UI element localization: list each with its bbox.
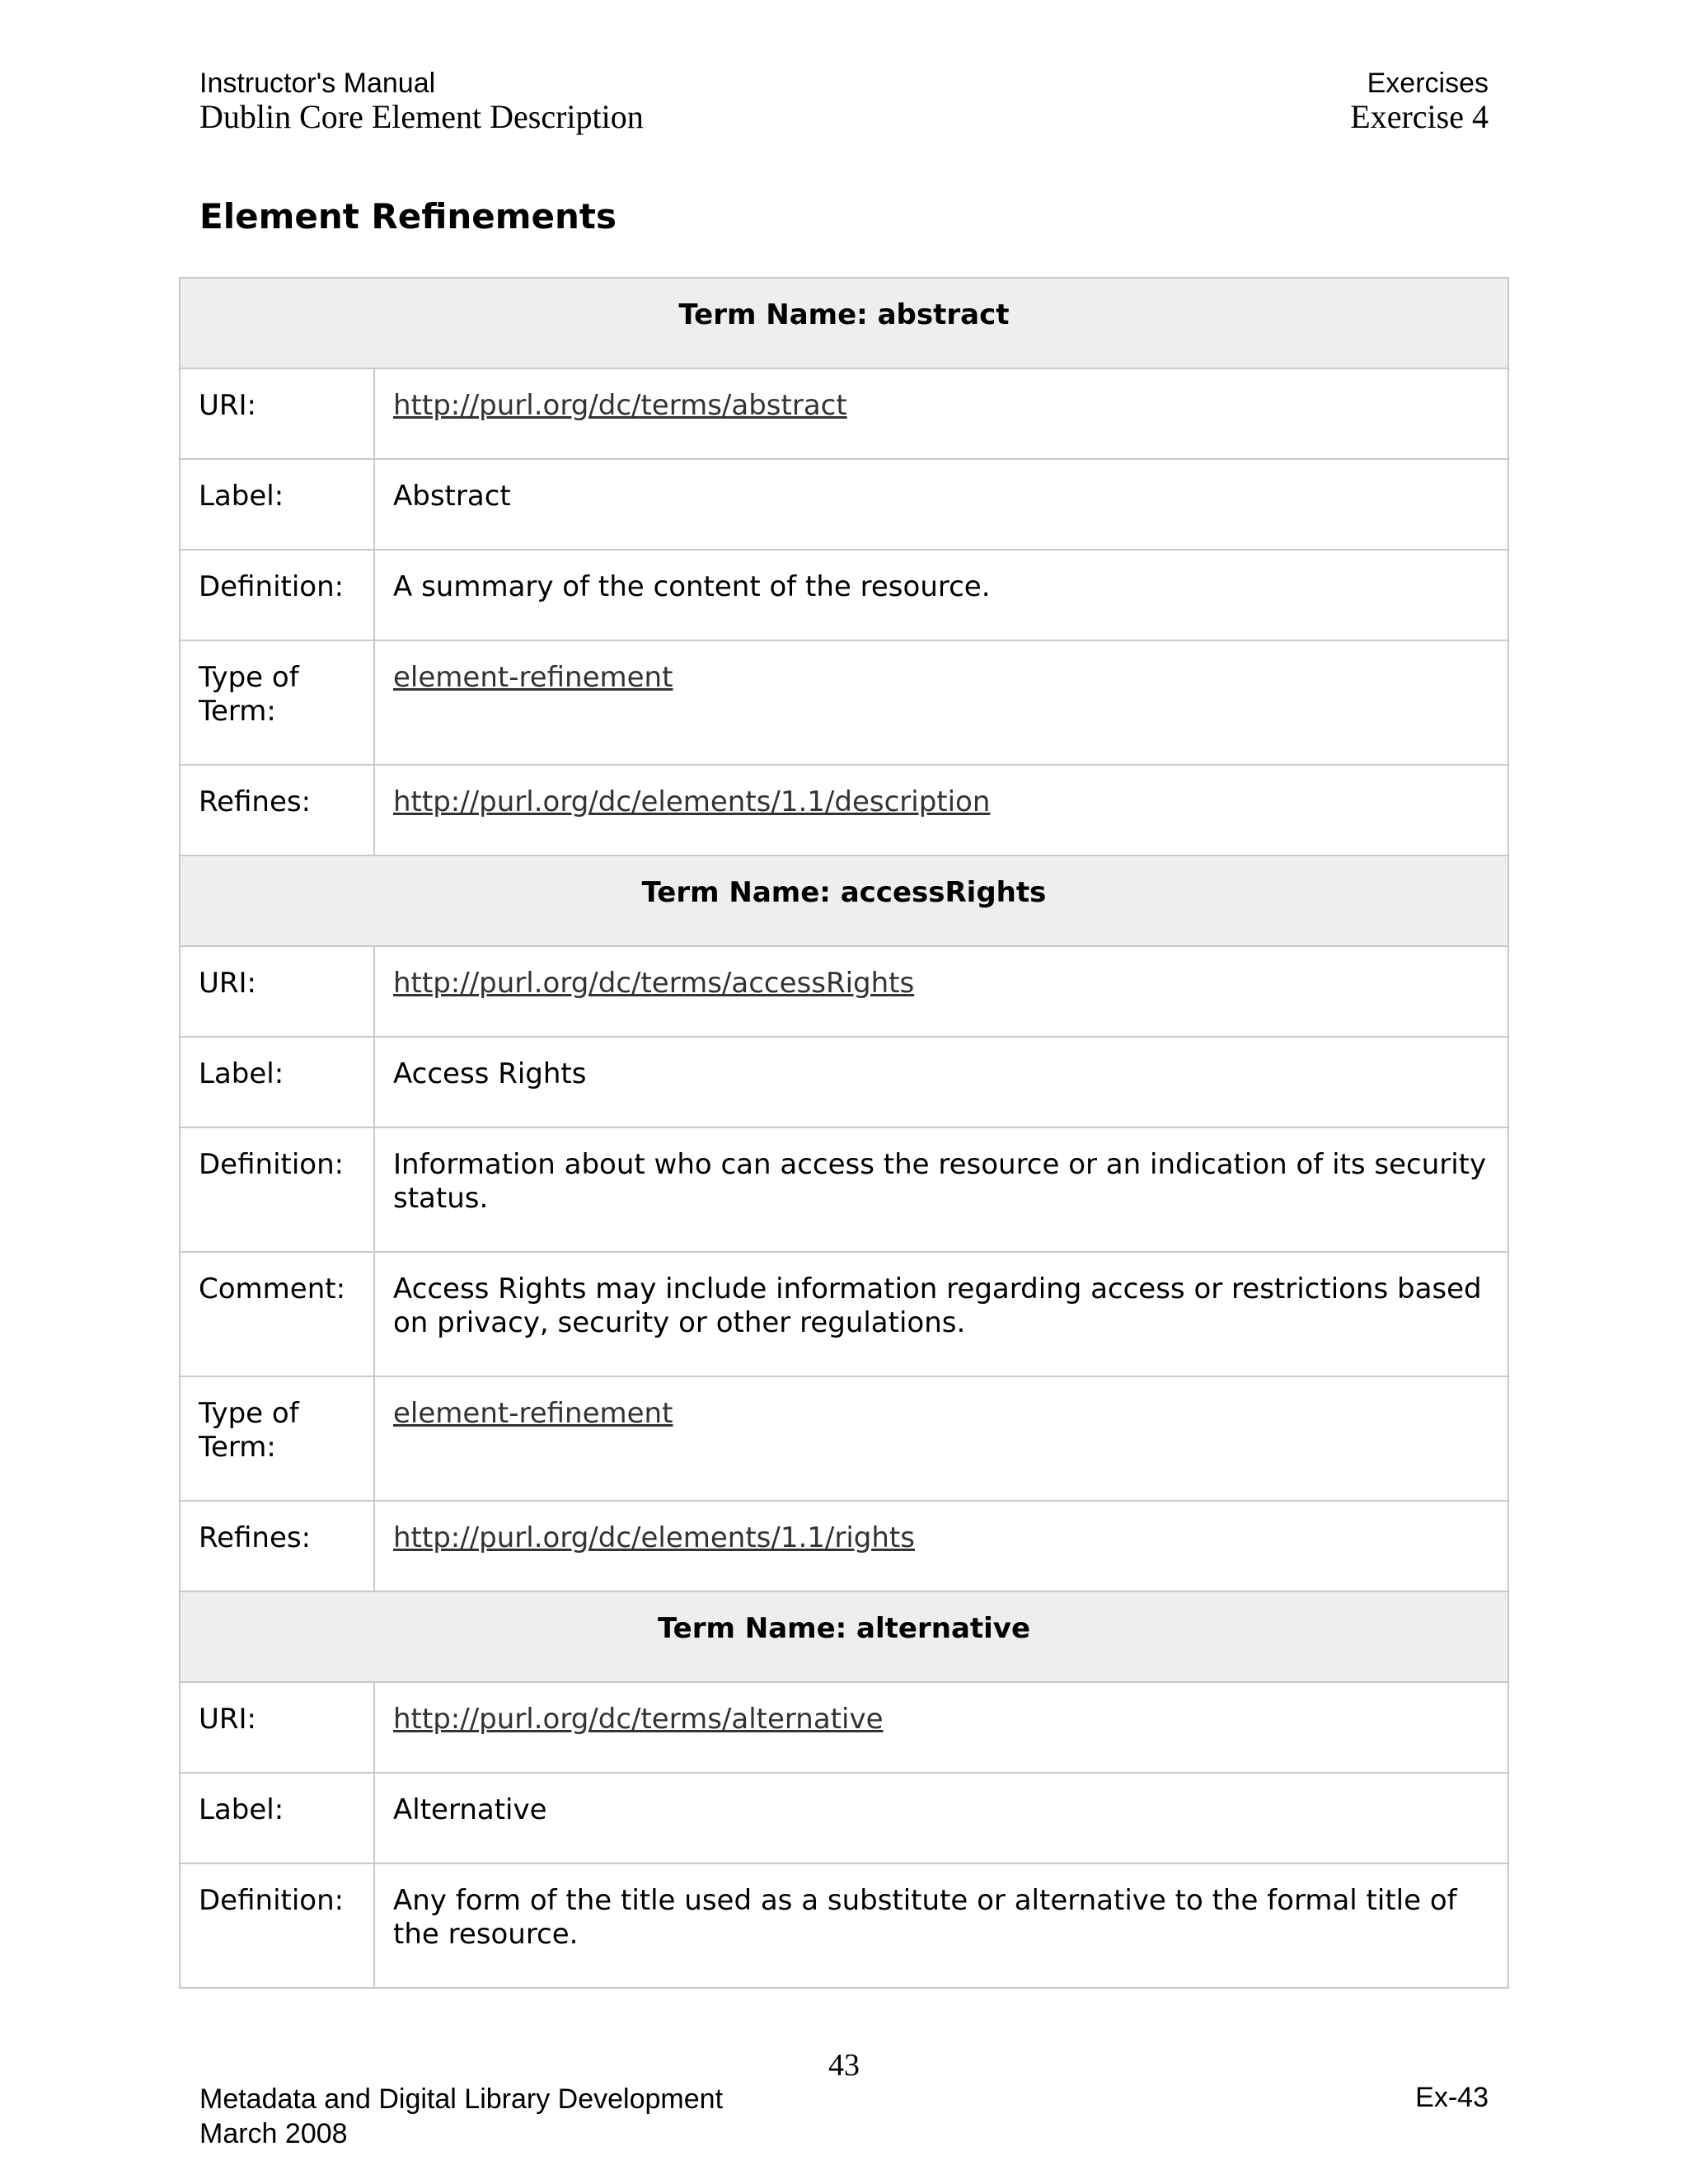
type-of-term-link[interactable]: element-refinement (393, 661, 673, 694)
term-row-uri (180, 946, 1508, 1037)
section-title: Element Refinements (199, 196, 617, 237)
field-value (374, 1501, 1508, 1591)
field-label: URI: (180, 946, 374, 1037)
field-value: A summary of the content of the resource. (374, 550, 1508, 640)
field-value: Abstract (374, 459, 1508, 550)
term-row-label (180, 1773, 1508, 1863)
page-number: 43 (828, 2048, 860, 2083)
footer-course-info (199, 2082, 723, 2151)
uri-link[interactable]: http://purl.org/dc/terms/alternative (393, 1703, 884, 1736)
term-row-definition (180, 1863, 1508, 1988)
type-of-term-link[interactable]: element-refinement (393, 1397, 673, 1430)
footer-date: March 2008 (199, 2118, 348, 2149)
term-row-refines (180, 765, 1508, 855)
field-value: Any form of the title used as a substitute or alternative to the formal title of the resource. (374, 1863, 1508, 1988)
field-value: Alternative (374, 1773, 1508, 1863)
term-row-refines (180, 1501, 1508, 1591)
term-row-uri (180, 1682, 1508, 1773)
term-name-heading: Term Name: abstract (180, 278, 1508, 368)
term-header-row (180, 1591, 1508, 1682)
field-value (374, 368, 1508, 459)
term-row-comment (180, 1252, 1508, 1376)
term-row-definition (180, 550, 1508, 640)
term-row-type (180, 640, 1508, 765)
term-name-heading: Term Name: accessRights (180, 855, 1508, 946)
field-value (374, 1376, 1508, 1501)
field-label: URI: (180, 368, 374, 459)
field-label: URI: (180, 1682, 374, 1773)
term-row-type (180, 1376, 1508, 1501)
field-value: Access Rights (374, 1037, 1508, 1127)
field-value: Information about who can access the resource or an indication of its security status. (374, 1127, 1508, 1252)
field-label: Definition: (180, 550, 374, 640)
header-manual-label: Instructor's Manual (199, 68, 436, 99)
refines-link[interactable]: http://purl.org/dc/elements/1.1/rights (393, 1521, 915, 1554)
header-exercise-label: Exercise 4 (1350, 98, 1489, 135)
uri-link[interactable]: http://purl.org/dc/terms/abstract (393, 389, 847, 422)
field-label: Label: (180, 1037, 374, 1127)
field-value (374, 1682, 1508, 1773)
footer-page-code: Ex-43 (1415, 2082, 1489, 2113)
term-header-row (180, 855, 1508, 946)
field-label: Refines: (180, 765, 374, 855)
field-label: Label: (180, 1773, 374, 1863)
field-label: Label: (180, 459, 374, 550)
refines-link[interactable]: http://purl.org/dc/elements/1.1/description (393, 785, 991, 818)
term-name-heading: Term Name: alternative (180, 1591, 1508, 1682)
field-value: Access Rights may include information regarding access or restrictions based on privacy, security or other regulations. (374, 1252, 1508, 1376)
field-value (374, 640, 1508, 765)
term-row-uri (180, 368, 1508, 459)
field-label: Type of Term: (180, 1376, 374, 1501)
term-row-label (180, 1037, 1508, 1127)
field-label: Definition: (180, 1863, 374, 1988)
field-value (374, 946, 1508, 1037)
term-header-row (180, 278, 1508, 368)
header-section-label: Exercises (1367, 68, 1489, 99)
header-document-title: Dublin Core Element Description (199, 98, 644, 135)
term-row-definition (180, 1127, 1508, 1252)
field-label: Comment: (180, 1252, 374, 1376)
field-label: Definition: (180, 1127, 374, 1252)
uri-link[interactable]: http://purl.org/dc/terms/accessRights (393, 967, 915, 1000)
field-label: Type of Term: (180, 640, 374, 765)
term-row-label (180, 459, 1508, 550)
terms-table (179, 277, 1509, 1989)
field-label: Refines: (180, 1501, 374, 1591)
footer-course-title: Metadata and Digital Library Development (199, 2083, 724, 2115)
field-value (374, 765, 1508, 855)
